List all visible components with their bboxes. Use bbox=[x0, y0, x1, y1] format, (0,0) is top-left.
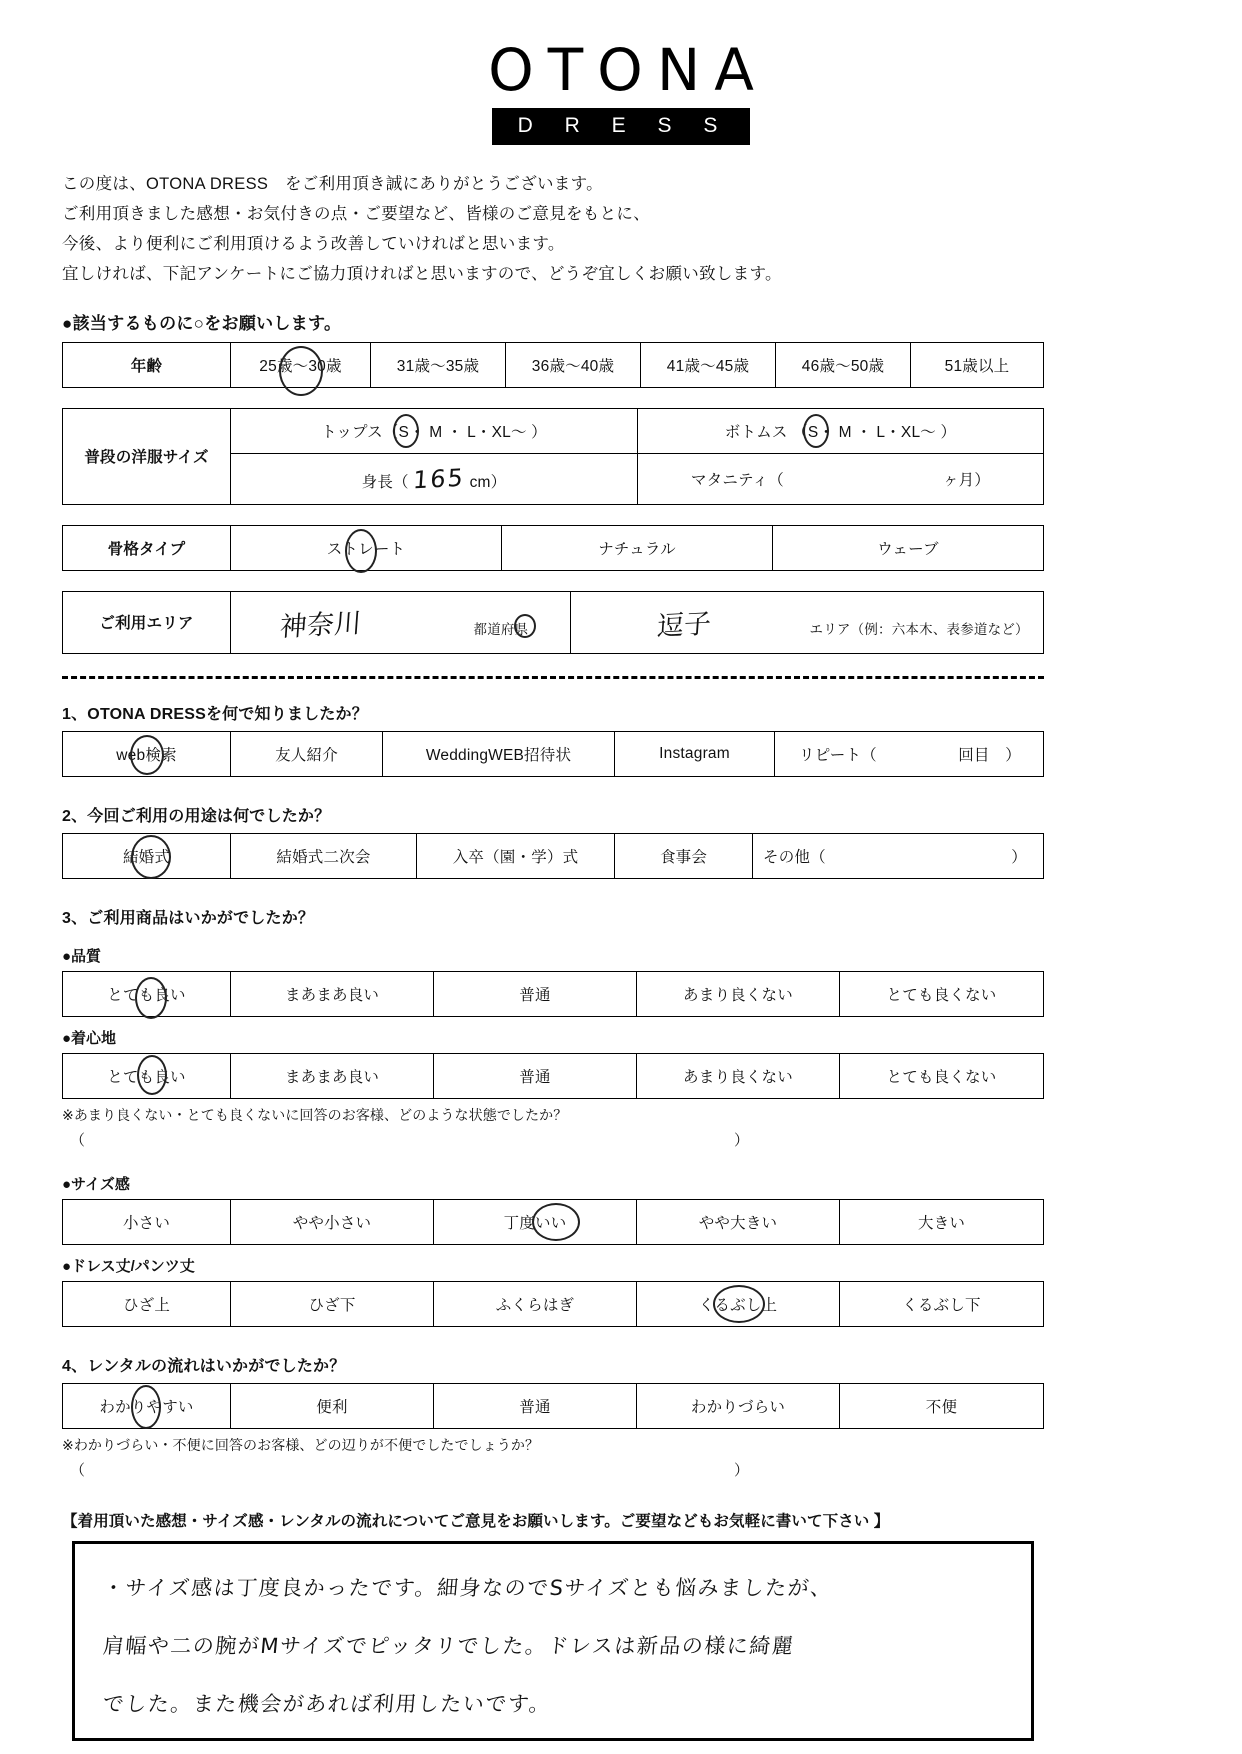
age-option-2-label: 36歳～40歳 bbox=[531, 357, 615, 375]
q1-table bbox=[62, 731, 1044, 777]
bottoms-selected-value: S bbox=[807, 423, 819, 441]
intro-line-2: ご利用頂きました感想・お気付きの点・ご要望など、皆様のご意見をもとに、 bbox=[62, 204, 650, 223]
size-feel-option-0-label: 小さい bbox=[122, 1214, 171, 1232]
body-type-option-1-label: ナチュラル bbox=[598, 540, 676, 558]
area-hint: エリア（例：六本木、表参道など） bbox=[809, 621, 1029, 637]
q1-option-3-label: Instagram bbox=[659, 744, 730, 762]
q1-option-0-label: web検索 bbox=[116, 746, 177, 764]
quality-option-3[interactable] bbox=[637, 971, 840, 1016]
q4-option-3-label: わかりづらい bbox=[690, 1398, 786, 1416]
comfort-option-2[interactable] bbox=[434, 1053, 637, 1098]
comfort-option-1[interactable] bbox=[231, 1053, 434, 1098]
age-option-0[interactable] bbox=[231, 342, 371, 387]
q1-option-4-label: リピート（ bbox=[799, 746, 877, 764]
table-row bbox=[63, 408, 1044, 453]
length-option-3-label: くるぶし上 bbox=[698, 1296, 778, 1314]
brand-logo bbox=[0, 0, 1242, 145]
area-row-label: ご利用エリア bbox=[63, 591, 231, 653]
length-option-0[interactable] bbox=[63, 1281, 231, 1326]
q1-option-1-label: 友人紹介 bbox=[275, 746, 338, 764]
height-value: 165 bbox=[412, 463, 467, 495]
instruction-circle-applicable: ●該当するものに○をお願いします。 bbox=[62, 313, 342, 333]
body-type-option-1[interactable] bbox=[502, 525, 773, 570]
bottoms-size-cell[interactable] bbox=[638, 408, 1044, 453]
q2-other-close-paren: ） bbox=[1011, 848, 1027, 866]
q4-option-0-label: わかりやすい bbox=[99, 1398, 194, 1416]
body-type-option-2-label: ウェーブ bbox=[877, 540, 939, 558]
q2-option-1-label: 結婚式二次会 bbox=[276, 848, 371, 866]
q4-option-4[interactable] bbox=[840, 1383, 1044, 1428]
table-row bbox=[63, 1199, 1044, 1244]
age-option-1[interactable] bbox=[371, 342, 506, 387]
size-feel-option-1-label: やや小さい bbox=[292, 1214, 372, 1232]
prefecture-cell[interactable] bbox=[231, 591, 571, 653]
size-feel-option-3[interactable] bbox=[637, 1199, 840, 1244]
q2-option-0-label: 結婚式 bbox=[122, 848, 171, 866]
length-option-1-label: ひざ下 bbox=[308, 1296, 356, 1314]
size-feel-option-2-label: 丁度いい bbox=[503, 1214, 567, 1232]
bottoms-prefix: ボトムス （ bbox=[724, 423, 808, 441]
table-row bbox=[63, 1383, 1044, 1428]
quality-option-0-label: とても良い bbox=[107, 986, 186, 1004]
q2-option-4-label: その他（ bbox=[763, 848, 826, 866]
q2-option-2-label: 入卒（園・学）式 bbox=[452, 848, 579, 866]
tops-rest: ・ M ・ L・XL～ ） bbox=[409, 423, 547, 441]
area-detail-cell[interactable] bbox=[571, 591, 1044, 653]
bottoms-rest: ・ M ・ L・XL～ ） bbox=[818, 423, 957, 441]
age-option-5-label: 51歳以上 bbox=[944, 357, 1010, 375]
quality-option-0-wrap bbox=[107, 983, 186, 1005]
age-option-0-label: 25歳～30歳 bbox=[259, 357, 342, 375]
q3-comfort-note: ※あまり良くない・とても良くないに回答のお客様、どのような状態でしたか？ bbox=[62, 1106, 568, 1123]
q3-size-feel-label: ●サイズ感 bbox=[62, 1175, 130, 1193]
length-option-2[interactable] bbox=[434, 1281, 637, 1326]
q4-answer-field[interactable] bbox=[62, 1459, 1044, 1483]
comfort-option-4-label: とても良くない bbox=[886, 1068, 997, 1086]
clothing-size-table bbox=[62, 408, 1044, 505]
q1-repeat-count-label: 回目 ） bbox=[958, 746, 1021, 764]
table-row bbox=[63, 591, 1044, 653]
maternity-cell[interactable] bbox=[638, 453, 1044, 504]
quality-option-4-label: とても良くない bbox=[886, 986, 997, 1004]
section-divider bbox=[62, 676, 1044, 679]
q2-option-3[interactable] bbox=[615, 833, 753, 878]
prefecture-value: 神奈川 bbox=[278, 607, 363, 644]
table-row bbox=[63, 731, 1044, 776]
q2-heading: 2、今回ご利用の用途は何でしたか？ bbox=[62, 807, 331, 825]
quality-option-2-label: 普通 bbox=[519, 986, 551, 1004]
area-value: 逗子 bbox=[655, 608, 713, 643]
body-type-option-0-wrap bbox=[327, 537, 406, 559]
q4-option-1[interactable] bbox=[231, 1383, 434, 1428]
age-option-4-label: 46歳～50歳 bbox=[801, 357, 885, 375]
q1-heading: 1、OTONA DRESSを何で知りましたか？ bbox=[62, 705, 368, 723]
comment-box[interactable] bbox=[72, 1541, 1034, 1741]
q4-note: ※わかりづらい・不便に回答のお客様、どの辺りが不便でしたでしょうか？ bbox=[62, 1436, 540, 1453]
q3-length-table bbox=[62, 1281, 1044, 1327]
bottoms-size-text bbox=[725, 420, 956, 442]
comfort-option-1-label: まあまあ良い bbox=[284, 1068, 380, 1086]
age-option-5[interactable] bbox=[911, 342, 1044, 387]
body-type-option-2[interactable] bbox=[773, 525, 1044, 570]
age-option-2[interactable] bbox=[506, 342, 641, 387]
age-row-label: 年齢 bbox=[63, 342, 231, 387]
q1-option-0[interactable] bbox=[63, 731, 231, 776]
q3-comfort-answer-field[interactable] bbox=[62, 1129, 1044, 1153]
maternity-prefix: マタニティ（ bbox=[690, 471, 784, 489]
q4-table bbox=[62, 1383, 1044, 1429]
q1-option-4[interactable] bbox=[775, 731, 1044, 776]
body-type-row-label: 骨格タイプ bbox=[63, 525, 231, 570]
size-feel-option-0[interactable] bbox=[63, 1199, 231, 1244]
q4-option-4-label: 不便 bbox=[925, 1398, 958, 1416]
tops-size-text bbox=[321, 420, 547, 442]
tops-size-cell[interactable] bbox=[231, 408, 638, 453]
q3-comfort-label: ●着心地 bbox=[62, 1029, 117, 1047]
comment-line-2: 肩幅や二の腕がMサイズでピッタリでした。ドレスは新品の様に綺麗 bbox=[101, 1633, 796, 1658]
table-row bbox=[63, 1281, 1044, 1326]
table-row bbox=[63, 1053, 1044, 1098]
q4-heading: 4、レンタルの流れはいかがでしたか？ bbox=[62, 1357, 346, 1375]
comfort-option-0[interactable] bbox=[63, 1053, 231, 1098]
q4-option-2-label: 普通 bbox=[519, 1398, 551, 1416]
q2-option-4[interactable] bbox=[753, 833, 1044, 878]
size-feel-option-2-wrap bbox=[504, 1211, 567, 1233]
clothing-size-row-label: 普段の洋服サイズ bbox=[63, 408, 231, 504]
prefecture-hint-wrap bbox=[474, 618, 529, 638]
paren-close: ） bbox=[734, 1461, 750, 1479]
q4-option-1-label: 便利 bbox=[316, 1398, 348, 1416]
paren-open: （ bbox=[70, 1461, 86, 1479]
q1-option-1[interactable] bbox=[231, 731, 383, 776]
brand-name: OTONA bbox=[488, 36, 768, 104]
table-row bbox=[63, 971, 1044, 1016]
comfort-option-2-label: 普通 bbox=[519, 1068, 551, 1086]
age-option-3-label: 41歳～45歳 bbox=[666, 357, 750, 375]
q2-option-0[interactable] bbox=[63, 833, 231, 878]
length-option-3[interactable] bbox=[637, 1281, 840, 1326]
age-table bbox=[62, 342, 1044, 388]
length-option-2-label: ふくらはぎ bbox=[495, 1296, 575, 1314]
intro-line-3: 今後、より便利にご利用頂けるよう改善していければと思います。 bbox=[62, 234, 565, 253]
body-type-table bbox=[62, 525, 1044, 571]
comment-line-1: ・サイズ感は丁度良かったです。細身なのでSサイズとも悩みましたが、 bbox=[101, 1575, 834, 1600]
comfort-option-0-label: とても良い bbox=[107, 1068, 186, 1086]
comfort-option-0-wrap bbox=[107, 1065, 186, 1087]
q4-option-2[interactable] bbox=[434, 1383, 637, 1428]
q3-comfort-table bbox=[62, 1053, 1044, 1099]
quality-option-1-label: まあまあ良い bbox=[284, 986, 380, 1004]
size-feel-option-4-label: 大きい bbox=[917, 1214, 966, 1232]
length-option-1[interactable] bbox=[231, 1281, 434, 1326]
q2-option-3-label: 食事会 bbox=[659, 848, 708, 866]
q1-option-2-label: WeddingWEB招待状 bbox=[425, 746, 572, 764]
prefecture-hint: 都道府県 bbox=[473, 621, 529, 637]
q4-option-0[interactable] bbox=[63, 1383, 231, 1428]
quality-option-1[interactable] bbox=[231, 971, 434, 1016]
size-feel-option-1[interactable] bbox=[231, 1199, 434, 1244]
area-table bbox=[62, 591, 1044, 654]
q3-length-label: ●ドレス丈/パンツ丈 bbox=[62, 1257, 195, 1275]
height-cell[interactable] bbox=[231, 453, 638, 504]
q2-table bbox=[62, 833, 1044, 879]
height-unit: cm） bbox=[469, 473, 507, 491]
q3-quality-table bbox=[62, 971, 1044, 1017]
brand-subtitle: D R E S S bbox=[492, 108, 751, 145]
tops-prefix: トップス（ bbox=[321, 423, 399, 441]
quality-option-4[interactable] bbox=[840, 971, 1044, 1016]
paren-close: ） bbox=[734, 1131, 750, 1149]
age-option-3[interactable] bbox=[641, 342, 776, 387]
size-feel-option-3-label: やや大きい bbox=[698, 1214, 778, 1232]
length-option-4[interactable] bbox=[840, 1281, 1044, 1326]
q4-option-3[interactable] bbox=[637, 1383, 840, 1428]
length-option-3-wrap bbox=[699, 1293, 778, 1315]
intro-text bbox=[62, 169, 1242, 289]
size-feel-option-4[interactable] bbox=[840, 1199, 1044, 1244]
comfort-option-3[interactable] bbox=[637, 1053, 840, 1098]
table-row bbox=[63, 525, 1044, 570]
quality-option-2[interactable] bbox=[434, 971, 637, 1016]
quality-option-3-label: あまり良くない bbox=[683, 986, 793, 1004]
q4-option-0-wrap bbox=[99, 1395, 193, 1417]
tops-selected-value: S bbox=[398, 423, 410, 441]
comfort-option-3-label: あまり良くない bbox=[683, 1068, 793, 1086]
q1-option-2[interactable] bbox=[383, 731, 615, 776]
intro-line-4: 宜しければ、下記アンケートにご協力頂ければと思いますので、どうぞ宜しくお願い致します。 bbox=[62, 264, 782, 283]
q1-option-0-wrap bbox=[116, 743, 176, 765]
q3-heading: 3、ご利用商品はいかがでしたか？ bbox=[62, 909, 315, 927]
table-row bbox=[63, 833, 1044, 878]
paren-open: （ bbox=[70, 1131, 86, 1149]
maternity-unit: ヶ月） bbox=[942, 471, 991, 489]
q2-option-0-wrap bbox=[123, 845, 170, 867]
body-type-option-0-label: ストレート bbox=[326, 540, 406, 558]
age-option-1-label: 31歳～35歳 bbox=[396, 357, 480, 375]
length-option-4-label: くるぶし下 bbox=[902, 1296, 981, 1314]
height-prefix: 身長（ bbox=[361, 473, 409, 491]
quality-option-0[interactable] bbox=[63, 971, 231, 1016]
q2-option-1[interactable] bbox=[231, 833, 417, 878]
intro-line-1: この度は、OTONA DRESS をご利用頂き誠にありがとうございます。 bbox=[62, 174, 603, 193]
comment-section-title: 【着用頂いた感想・サイズ感・レンタルの流れについてご意見をお願いします。ご要望などもお気軽に書いて下さい 】 bbox=[62, 1512, 890, 1530]
size-feel-option-2[interactable] bbox=[434, 1199, 637, 1244]
length-option-0-label: ひざ上 bbox=[122, 1296, 171, 1314]
q2-option-2[interactable] bbox=[417, 833, 615, 878]
age-option-4[interactable] bbox=[776, 342, 911, 387]
q3-quality-label: ●品質 bbox=[62, 947, 102, 965]
q3-size-feel-table bbox=[62, 1199, 1044, 1245]
body-type-option-0[interactable] bbox=[231, 525, 502, 570]
comment-line-3: でした。また機会があれば利用したいです。 bbox=[101, 1691, 553, 1716]
comfort-option-4[interactable] bbox=[840, 1053, 1044, 1098]
table-row bbox=[63, 342, 1044, 387]
q1-option-3[interactable] bbox=[615, 731, 775, 776]
